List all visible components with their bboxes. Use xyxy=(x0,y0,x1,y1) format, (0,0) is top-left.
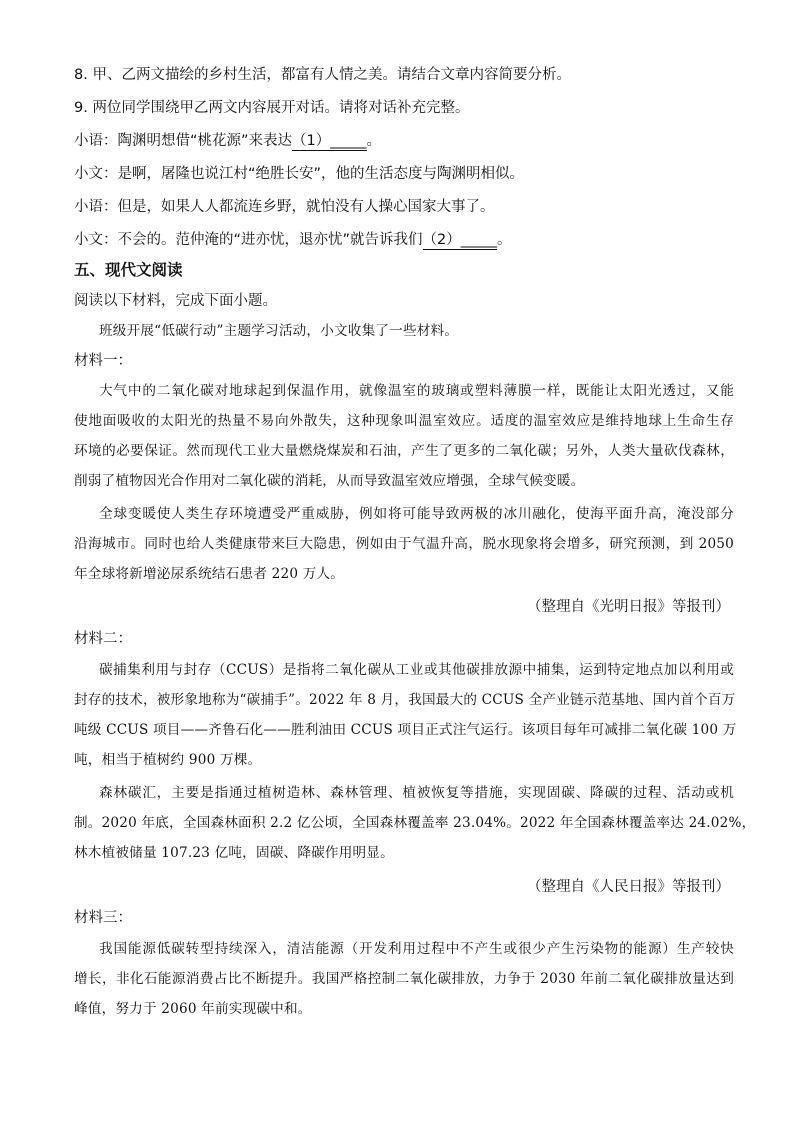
section-title: 五、现代文阅读 xyxy=(74,261,183,279)
dialog-line-1-end: 。 xyxy=(366,133,382,149)
answer-blank-1[interactable]: （1）_____ xyxy=(292,133,367,149)
material-1-para-1-line-3: 环境的必要保证。然而现代工业大量燃烧煤炭和石油，产生了更多的二氧化碳；另外，人类大量砍伐森林， xyxy=(74,443,734,459)
material-1-para-1-line-1: 大气中的二氧化碳对地球起到保温作用，就像温室的玻璃或塑料薄膜一样，既能让太阳光透过，又能 xyxy=(99,383,734,399)
material-2-para-1-line-1: 碳捕集利用与封存（CCUS）是指将二氧化碳从工业或其他碳排放源中捕集，运到特定地点加以利用或 xyxy=(99,662,734,678)
reading-intro: 班级开展“低碳行动”主题学习活动，小文收集了一些材料。 xyxy=(99,323,459,339)
material-3-title: 材料三： xyxy=(74,910,132,926)
material-1-source: （整理自《光明日报》等报刊） xyxy=(527,599,730,615)
dialog-line-4-text: 小文：不会的。范仲淹的“进亦忧，退亦忧”就告诉我们 xyxy=(74,232,423,248)
question-9: 9. 两位同学围绕甲乙两文内容展开对话。请将对话补充完整。 xyxy=(74,100,470,116)
material-2-para-1-line-3: 吨级 CCUS 项目——齐鲁石化——胜利油田 CCUS 项目正式注气运行。该项目每年可减排二氧化碳 100 万 xyxy=(74,722,737,738)
material-3-para-1-line-2: 增长，非化石能源消费占比不断提升。我国严格控制二氧化碳排放，力争于 2030 年前二氧化碳排放量达到 xyxy=(74,971,734,987)
material-1-title: 材料一： xyxy=(74,353,132,369)
material-2-para-2-line-3: 林木植被储量 107.23 亿吨，固碳、降碳作用明显。 xyxy=(74,845,394,861)
answer-blank-2[interactable]: （2）_____ xyxy=(422,232,498,248)
material-2-title: 材料二： xyxy=(74,631,132,647)
dialog-line-1 xyxy=(74,130,734,152)
material-2-source: （整理自《人民日报》等报刊） xyxy=(527,879,730,895)
material-2-para-1-line-2: 封存的技术，被形象地称为“碳捕手”。2022 年 8 月，我国最大的 CCUS 全产业链示范基地、国内首个百万 xyxy=(74,692,736,708)
material-1-para-2-line-3: 年全球将新增泌尿系统结石患者 220 万人。 xyxy=(74,566,345,582)
dialog-line-4-end: 。 xyxy=(497,232,512,248)
material-2-para-2-line-2: 制。2020 年底，全国森林面积 2.2 亿公顷，全国森林覆盖率 23.04%。2022 年全国森林覆盖率达 24.02%， xyxy=(74,815,756,831)
material-1-para-2-line-2: 沿海城市。同时也给人类健康带来巨大隐患，例如由于气温升高，脱水现象将会增多，研究预测，到 2050 xyxy=(74,536,734,552)
material-1-para-2-line-1: 全球变暖使人类生存环境遭受严重威胁，例如将可能导致两极的冰川融化，使海平面升高，淹没部分 xyxy=(99,506,734,522)
dialog-line-1-text: 小语：陶渊明想借“桃花源”来表达 xyxy=(74,133,293,149)
material-3-para-1-line-3: 峰值，努力于 2060 年前实现碳中和。 xyxy=(74,1001,312,1017)
dialog-line-3: 小语：但是，如果人人都流连乡野，就怕没有人操心国家大事了。 xyxy=(74,199,495,215)
question-8: 8. 甲、乙两文描绘的乡村生活，都富有人情之美。请结合文章内容简要分析。 xyxy=(74,67,571,83)
material-3-para-1-line-1: 我国能源低碳转型持续深入，清洁能源（开发利用过程中不产生或很少产生污染物的能源）生产较快 xyxy=(99,941,734,957)
dialog-line-4 xyxy=(74,229,734,251)
dialog-line-2: 小文：是啊，屠隆也说江村“绝胜长安”，他的生活态度与陶渊明相似。 xyxy=(74,166,525,182)
material-2-para-1-line-4: 吨，相当于植树约 900 万棵。 xyxy=(74,752,262,768)
material-2-para-2-line-1: 森林碳汇，主要是指通过植树造林、森林管理、植被恢复等措施，实现固碳、降碳的过程、活动或机 xyxy=(99,785,734,801)
material-1-para-1-line-4: 削弱了植物因光合作用对二氧化碳的消耗，从而导致温室效应增强，全球气候变暖。 xyxy=(74,473,585,489)
material-1-para-1-line-2: 使地面吸收的太阳光的热量不易向外散失，这种现象叫温室效应。适度的温室效应是维持地球上生命生存 xyxy=(74,413,734,429)
reading-instruction: 阅读以下材料，完成下面小题。 xyxy=(74,293,277,309)
